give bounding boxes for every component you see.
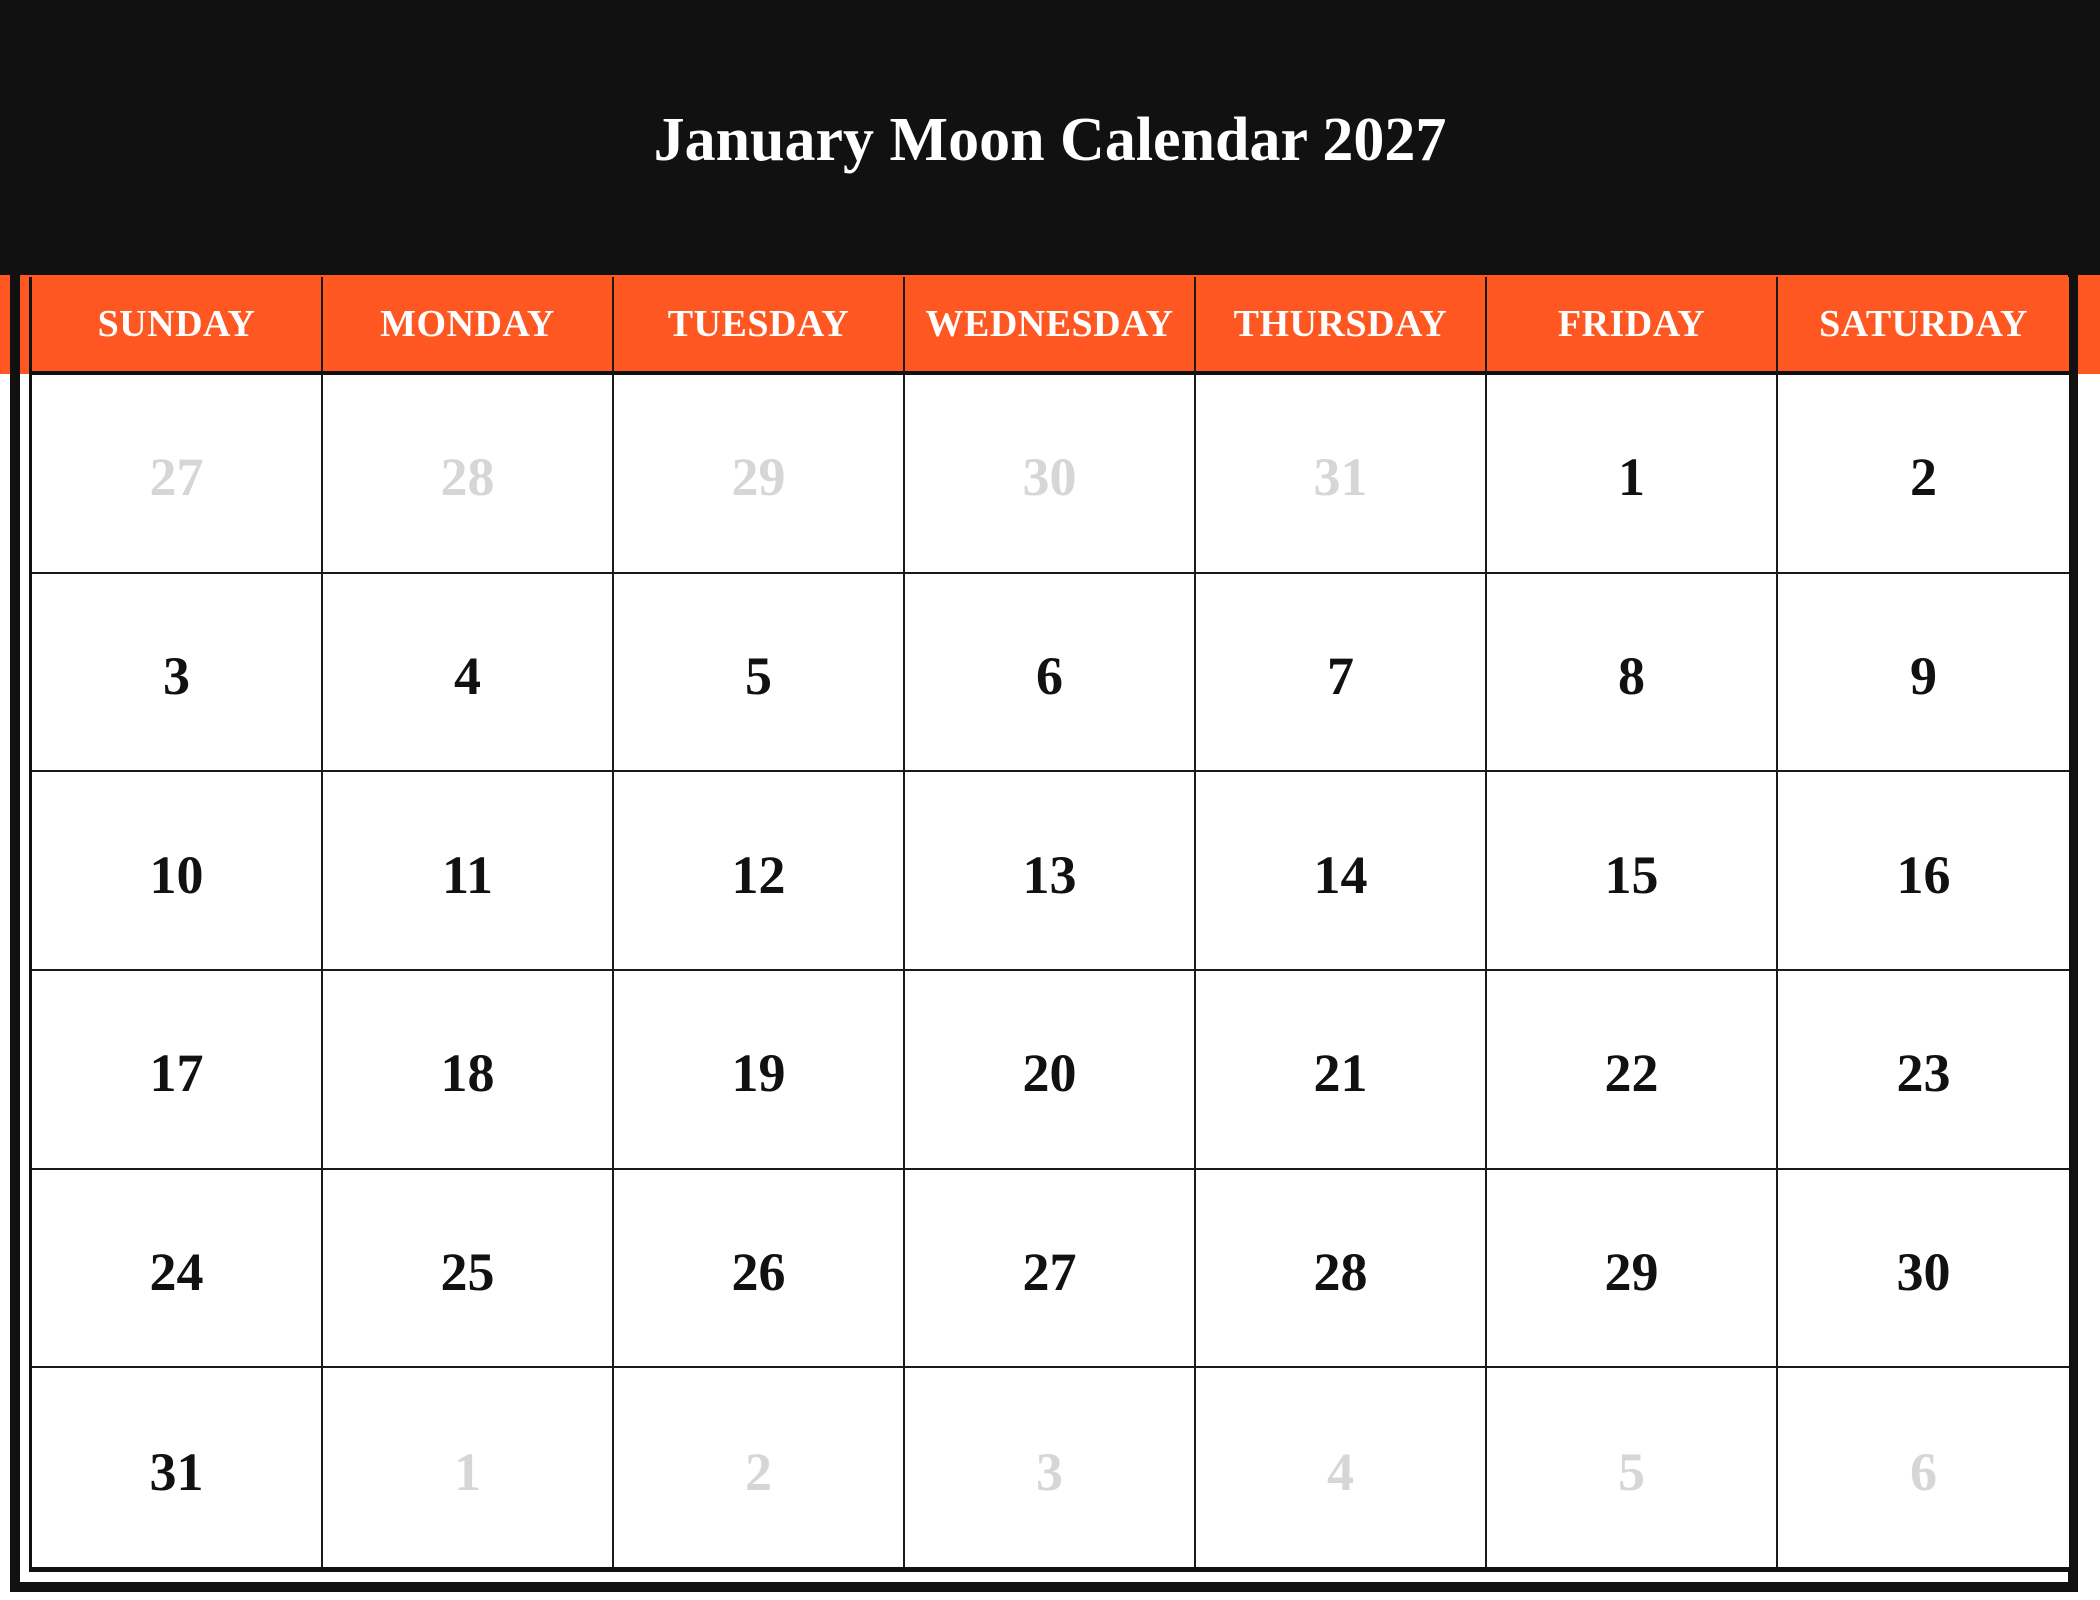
day-cell: 20 <box>905 971 1196 1170</box>
weekday-header: THURSDAY <box>1196 277 1487 375</box>
day-cell: 14 <box>1196 772 1487 971</box>
day-cell: 5 <box>614 574 905 773</box>
day-cell: 13 <box>905 772 1196 971</box>
day-cell: 16 <box>1778 772 2069 971</box>
day-cell: 1 <box>1487 375 1778 574</box>
day-cell: 27 <box>905 1170 1196 1369</box>
weekday-header: SUNDAY <box>32 277 323 375</box>
day-cell-adjacent-month: 5 <box>1487 1368 1778 1567</box>
day-cell-adjacent-month: 3 <box>905 1368 1196 1567</box>
day-cell: 28 <box>1196 1170 1487 1369</box>
day-cell: 25 <box>323 1170 614 1369</box>
weekday-header: WEDNESDAY <box>905 277 1196 375</box>
day-cell-adjacent-month: 28 <box>323 375 614 574</box>
day-cell-adjacent-month: 29 <box>614 375 905 574</box>
day-cell: 31 <box>32 1368 323 1567</box>
day-cell: 15 <box>1487 772 1778 971</box>
calendar-grid <box>29 277 2072 1572</box>
day-cell: 12 <box>614 772 905 971</box>
day-cell: 21 <box>1196 971 1487 1170</box>
day-cell: 4 <box>323 574 614 773</box>
weekday-header: TUESDAY <box>614 277 905 375</box>
day-cell: 22 <box>1487 971 1778 1170</box>
day-cell: 6 <box>905 574 1196 773</box>
day-cell: 24 <box>32 1170 323 1369</box>
day-cell: 10 <box>32 772 323 971</box>
day-cell: 26 <box>614 1170 905 1369</box>
day-cell: 23 <box>1778 971 2069 1170</box>
page-title: January Moon Calendar 2027 <box>653 106 1447 174</box>
day-cell-adjacent-month: 1 <box>323 1368 614 1567</box>
day-cell-adjacent-month: 4 <box>1196 1368 1487 1567</box>
day-cell: 3 <box>32 574 323 773</box>
day-cell-adjacent-month: 2 <box>614 1368 905 1567</box>
day-cell: 7 <box>1196 574 1487 773</box>
day-cell: 19 <box>614 971 905 1170</box>
weekday-header: MONDAY <box>323 277 614 375</box>
day-cell: 17 <box>32 971 323 1170</box>
day-cell: 11 <box>323 772 614 971</box>
day-cell: 29 <box>1487 1170 1778 1369</box>
weekday-header: FRIDAY <box>1487 277 1778 375</box>
weekday-header: SATURDAY <box>1778 277 2069 375</box>
day-cell: 30 <box>1778 1170 2069 1369</box>
day-cell: 8 <box>1487 574 1778 773</box>
day-cell: 9 <box>1778 574 2069 773</box>
day-cell: 2 <box>1778 375 2069 574</box>
day-cell: 18 <box>323 971 614 1170</box>
day-cell-adjacent-month: 31 <box>1196 375 1487 574</box>
day-cell-adjacent-month: 6 <box>1778 1368 2069 1567</box>
day-cell-adjacent-month: 27 <box>32 375 323 574</box>
day-cell-adjacent-month: 30 <box>905 375 1196 574</box>
